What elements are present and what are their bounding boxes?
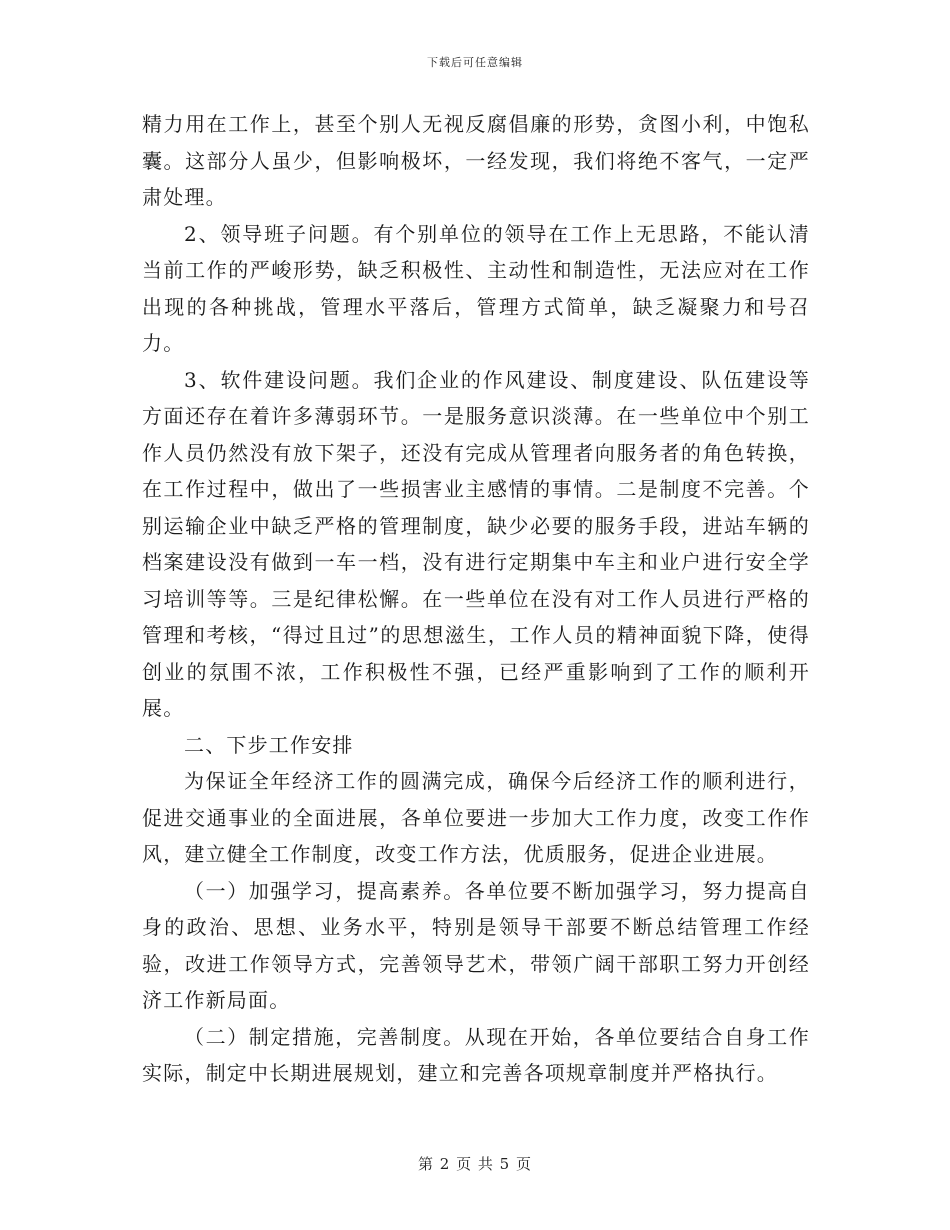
paragraph-next-steps-intro: 为保证全年经济工作的圆满完成，确保今后经济工作的顺利进行，促进交通事业的全面进展，各单位要进一步加大工作力度，改变工作作风，建立健全工作制度，改变工作方法，优质服务，促进企业进展。 xyxy=(142,769,810,866)
paragraph-leadership-issue: 2、领导班子问题。有个别单位的领导在工作上无思路，不能认清当前工作的严峻形势，缺乏积极性、主动性和制造性，无法应对在工作出现的各种挑战，管理水平落后，管理方式简单，缺乏凝聚力和号召力。 xyxy=(142,221,810,355)
document-body xyxy=(142,106,810,1092)
page-number: 第 2 页 共 5 页 xyxy=(418,1155,532,1173)
paragraph-item-two: （二）制定措施，完善制度。从现在开始，各单位要结合自身工作实际，制定中长期进展规划，建立和完善各项规章制度并严格执行。 xyxy=(142,1024,810,1085)
paragraph-continuation: 精力用在工作上，甚至个别人无视反腐倡廉的形势，贪图小利，中饱私囊。这部分人虽少，但影响极坏，一经发现，我们将绝不客气，一定严肃处理。 xyxy=(142,112,810,209)
paragraph-software-issue: 3、软件建设问题。我们企业的作风建设、制度建设、队伍建设等方面还存在着许多薄弱环节。一是服务意识淡薄。在一些单位中个别工作人员仍然没有放下架子，还没有完成从管理者向服务者的角色转换，在工作过程中，做出了一些损害业主感情的事情。二是制度不完善。个别运输企业中缺乏严格的管理制度，缺少必要的服务手段，进站车辆的档案建设没有做到一车一档，没有进行定期集中车主和业户进行安全学习培训等等。三是纪律松懈。在一些单位在没有对工作人员进行严格的管理和考核，“得过且过”的思想滋生，工作人员的精神面貌下降，使得创业的氛围不浓，工作积极性不强，已经严重影响到了工作的顺利开展。 xyxy=(142,367,810,720)
page-header-note: 下载后可任意编辑 xyxy=(427,56,523,69)
section-heading-next-steps: 二、下步工作安排 xyxy=(184,732,354,757)
paragraph-item-one: （一）加强学习，提高素养。各单位要不断加强学习，努力提高自身的政治、思想、业务水平，特别是领导干部要不断总结管理工作经验，改进工作领导方式，完善领导艺术，带领广阔干部职工努力开创经济工作新局面。 xyxy=(142,878,810,1012)
